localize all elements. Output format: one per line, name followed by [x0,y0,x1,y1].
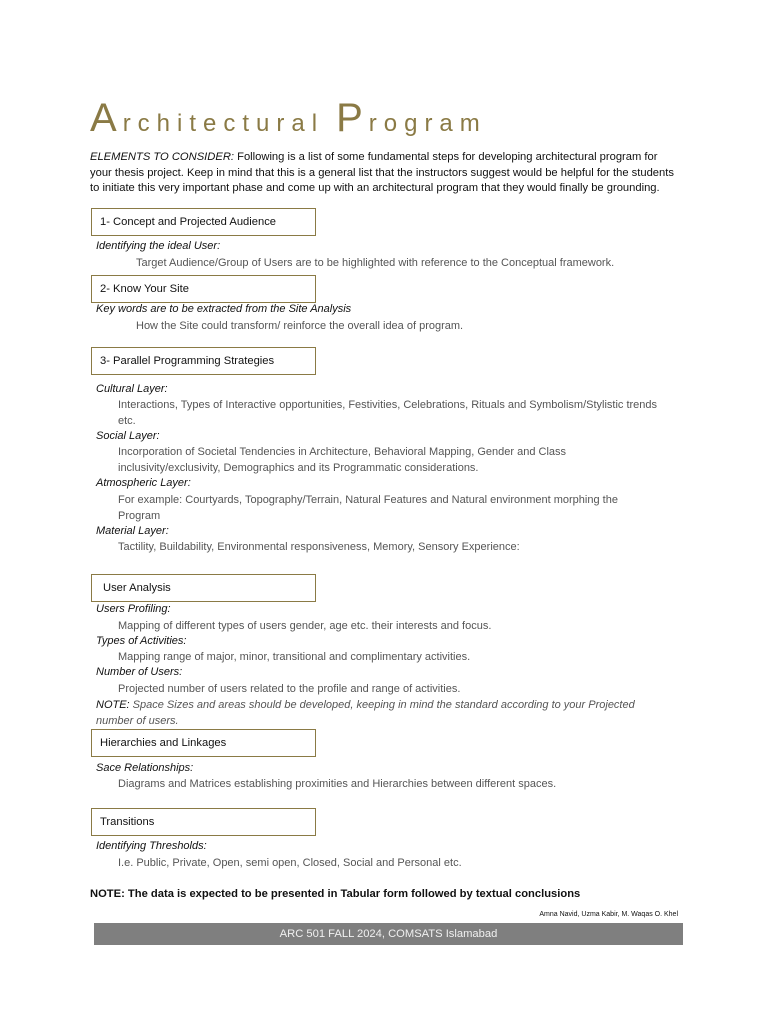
activities-text: Mapping range of major, minor, transitional and complimentary activities. [118,651,471,663]
intro-body: Following is a list of some fundamental steps for developing architectural program for your thesis project. Keep in mind that this is a general list that the instructors suggest would be helpful for the students to initiate this very important phase and come up with an architectural program that they would finally be grounding. [90,151,674,195]
section-heading-transitions: Transitions [91,808,316,836]
section-heading-concept: 1- Concept and Projected Audience [91,208,316,236]
social-layer-label: Social Layer: [96,430,160,442]
section-heading-hierarchies: Hierarchies and Linkages [91,729,316,757]
section-heading-parallel: 3- Parallel Programming Strategies [91,347,316,375]
material-layer-text: Tactility, Buildability, Environmental responsiveness, Memory, Sensory Experience: [118,541,520,553]
title-word-1: rchitectural [122,110,325,137]
section-text-site-transform: How the Site could transform/ reinforce the overall idea of program. [136,320,464,332]
thresholds-text: I.e. Public, Private, Open, semi open, Closed, Social and Personal etc. [118,857,462,869]
cultural-layer-label: Cultural Layer: [96,383,168,395]
intro-lead: ELEMENTS TO CONSIDER: [90,151,235,163]
atmospheric-layer-label: Atmospheric Layer: [96,477,191,489]
space-relationships-label: Sace Relationships: [96,762,194,774]
activities-label: Types of Activities: [96,635,187,647]
title-word-2: rogram [368,110,487,137]
final-note: NOTE: The data is expected to be presented in Tabular form followed by textual conclusions [90,888,581,900]
title-cap-p: P [336,96,369,140]
title-cap-a: A [90,96,123,140]
section-sub-ideal-user: Identifying the ideal User: [96,240,221,252]
footer-bar: ARC 501 FALL 2024, COMSATS Islamabad [94,923,683,945]
intro-paragraph [90,150,682,197]
atmospheric-layer-text: For example: Courtyards, Topography/Terrain, Natural Features and Natural environment morphing the Program [118,494,618,522]
space-size-note-text: Space Sizes and areas should be developed, keeping in mind the standard according to your Projected number of users. [96,699,635,727]
section-text-target-audience: Target Audience/Group of Users are to be highlighted with reference to the Conceptual framework. [136,257,615,269]
users-profiling-label: Users Profiling: [96,603,171,615]
cultural-layer-text: Interactions, Types of Interactive opportunities, Festivities, Celebrations, Rituals and Symbolism/Stylistic trends etc. [118,399,658,427]
space-relationships-text: Diagrams and Matrices establishing proximities and Hierarchies between different spaces. [118,778,557,790]
number-of-users-text: Projected number of users related to the profile and range of activities. [118,683,461,695]
section-sub-keywords: Key words are to be extracted from the Site Analysis [96,303,352,315]
space-size-note [96,698,666,729]
section-heading-user-analysis: User Analysis [91,574,316,602]
social-layer-text: Incorporation of Societal Tendencies in Architecture, Behavioral Mapping, Gender and Class inclusivity/exclusivity, Demographics and its Programmatic considerations. [118,446,567,474]
number-of-users-label: Number of Users: [96,666,183,678]
section-heading-site: 2- Know Your Site [91,275,316,303]
thresholds-label: Identifying Thresholds: [96,840,207,852]
page-title [90,96,487,141]
users-profiling-text: Mapping of different types of users gender, age etc. their interests and focus. [118,620,492,632]
space-size-note-label: NOTE: [96,699,130,711]
authors-credit: Amna Navid, Uzma Kabir, M. Waqas O. Khel [539,911,678,918]
material-layer-label: Material Layer: [96,525,169,537]
